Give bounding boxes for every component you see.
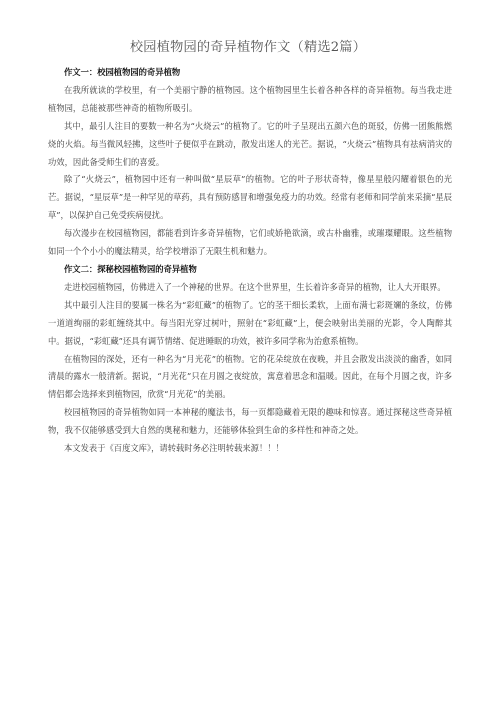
paragraph: 其中，最引人注目的要数一种名为“火烧云”的植物了。它的叶子呈现出五颜六色的斑驳，仿佛一团熊熊燃烧的火焰。每当微风轻拂，这些叶子便似乎在跳动，散发出迷人的光芒。据说，“火烧云”植物具有祛病消灾的功效，因此备受师生们的喜爱。 <box>48 120 452 167</box>
document-body <box>48 64 452 458</box>
paragraph: 在植物园的深处，还有一种名为“月光花”的植物。它的花朵绽放在夜晚，并且会散发出淡淡的幽香，如同清晨的露水一般清新。据说，“月光花”只在月圆之夜绽放，寓意着思念和温暖。因此，在每个月圆之夜，许多情侣都会选择来到植物园，欣赏“月光花”的美丽。 <box>48 353 452 400</box>
paragraph: 除了“火烧云”，植物园中还有一种叫做“星辰草”的植物。它的叶子形状奇特，像星星般闪耀着银色的光芒。据说，“星辰草”是一种罕见的草药，具有预防感冒和增强免疫力的功效。经常有老师和同学前来采摘“星辰草”，以保护自己免受疾病侵扰。 <box>48 174 452 221</box>
essay-two-heading: 作文二：探秘校园植物园的奇异植物 <box>64 263 197 274</box>
paragraph: 在我所就读的学校里，有一个美丽宁静的植物园。这个植物园里生长着各种各样的奇异植物。每当我走进植物园，总能被那些神奇的植物所吸引。 <box>48 84 452 113</box>
essay-one-heading: 作文一：校园植物园的奇异植物 <box>64 67 181 77</box>
essay-one <box>48 64 452 261</box>
paragraph: 走进校园植物园，仿佛进入了一个神秘的世界。在这个世界里，生长着许多奇异的植物，让人大开眼界。 <box>64 281 446 292</box>
paragraph: 其中最引人注目的要属一株名为“彩虹藏”的植物了。它的茎干细长柔软，上面布满七彩斑斓的条纹，仿佛一道道绚丽的彩虹缠绕其中。每当阳光穿过树叶，照射在“彩虹藏”上，便会映射出美丽的光影，令人陶醉其中。据说，“彩虹藏”还具有调节情绪、促进睡眠的功效，被许多同学称为治愈系植物。 <box>48 299 452 346</box>
essay-two <box>48 261 452 440</box>
source-notice: 本文发表于《百度文库》，请转载时务必注明转载来源！！！ <box>64 443 284 454</box>
paragraph: 每次漫步在校园植物园，都能看到许多奇异植物，它们或娇艳欲滴，或古朴幽雅，或璀璨耀眼。这些植物如同一个个小小的魔法精灵，给学校增添了无限生机和魅力。 <box>48 228 452 257</box>
document-title: 校园植物园的奇异植物作文（精选2篇） <box>129 40 367 55</box>
paragraph: 校园植物园的奇异植物如同一本神秘的魔法书，每一页都隐藏着无限的趣味和惊喜。通过探秘这些奇异植物，我不仅能够感受到大自然的奥秘和魅力，还能够体验到生命的多样性和神奇之处。 <box>48 407 452 436</box>
